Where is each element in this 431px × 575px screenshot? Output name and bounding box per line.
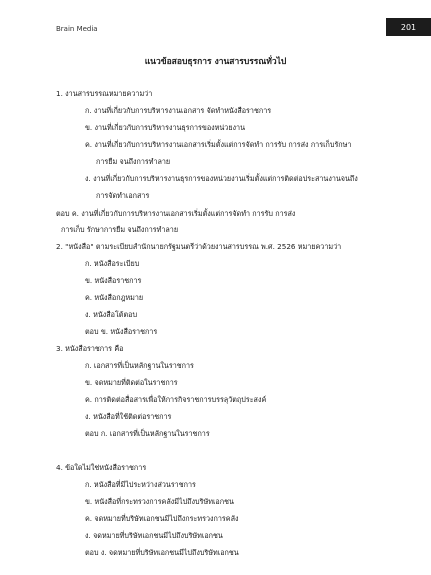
q2-answer: ตอบ ข. หนังสือราชการ	[85, 327, 158, 336]
q3-option-c: ค. การติดต่อสื่อสารเพื่อให้การกิจราชการบรรลุวัตถุประสงค์	[85, 395, 267, 404]
q1-answer-cont: การเก็บ รักษาการยืม จนถึงการทำลาย	[61, 225, 179, 234]
q1-answer: ตอบ ค. งานที่เกี่ยวกับการบริหารงานเอกสารเริ่มตั้งแต่การจัดทำ การรับ การส่ง	[56, 209, 296, 218]
q3-option-a: ก. เอกสารที่เป็นหลักฐานในราชการ	[85, 361, 194, 370]
q4-question: 4. ข้อใดไม่ใช่หนังสือราชการ	[56, 463, 147, 472]
q2-option-a: ก. หนังสือระเบียบ	[85, 259, 140, 268]
q4-option-a: ก. หนังสือที่มีไประหว่างส่วนราชการ	[85, 480, 196, 489]
q3-option-d: ง. หนังสือที่ใช้ติดต่อราชการ	[85, 412, 172, 421]
q2-question: 2. "หนังสือ" ตามระเบียบสำนักนายกรัฐมนตรีว่าด้วยงานสารบรรณ พ.ศ. 2526 หมายความว่า	[56, 242, 342, 251]
q1-option-c: ค. งานที่เกี่ยวกับการบริหารงานเอกสารเริ่มตั้งแต่การจัดทำ การรับ การส่ง การเก็บรักษา	[85, 140, 352, 149]
q4-option-c: ค. จดหมายที่บริษัทเอกชนมีไปถึงกระทรวงการคลัง	[85, 514, 239, 523]
document-title: แนวข้อสอบธุรการ งานสารบรรณทั่วไป	[144, 57, 287, 67]
q3-option-b: ข. จดหมายที่ติดต่อในราชการ	[85, 378, 178, 387]
q3-answer: ตอบ ก. เอกสารที่เป็นหลักฐานในราชการ	[85, 429, 210, 438]
q1-option-d-cont: การจัดทำเอกสาร	[96, 191, 150, 200]
q4-option-b: ข. หนังสือที่กระทรวงการคลังมีไปถึงบริษัทเอกชน	[85, 497, 234, 506]
q1-question: 1. งานสารบรรณหมายความว่า	[56, 89, 153, 98]
brand-label: Brain Media	[56, 25, 98, 33]
q1-option-d: ง. งานที่เกี่ยวกับการบริหารงานธุรการของหน่วยงานเริ่มตั้งแต่การติดต่อประสานงานจนถึง	[85, 174, 358, 183]
q4-answer: ตอบ ง. จดหมายที่บริษัทเอกชนมีไปถึงบริษัทเอกชน	[85, 548, 239, 557]
q2-option-b: ข. หนังสือราชการ	[85, 276, 142, 285]
q3-question: 3. หนังสือราชการ คือ	[56, 344, 124, 353]
q1-option-b: ข. งานที่เกี่ยวกับการบริหารงานธุรการของหน่วยงาน	[85, 123, 246, 132]
q1-option-c-cont: การยืม จนถึงการทำลาย	[96, 157, 171, 166]
q1-option-a: ก. งานที่เกี่ยวกับการบริหารงานเอกสาร จัดทำหนังสือราชการ	[85, 106, 272, 115]
q2-option-d: ง. หนังสือโต้ตอบ	[85, 310, 138, 319]
page-number-badge: 201	[386, 18, 431, 36]
q2-option-c: ค. หนังสือกฎหมาย	[85, 293, 144, 302]
q4-option-d: ง. จดหมายที่บริษัทเอกชนมีไปถึงบริษัทเอกชน	[85, 531, 223, 540]
